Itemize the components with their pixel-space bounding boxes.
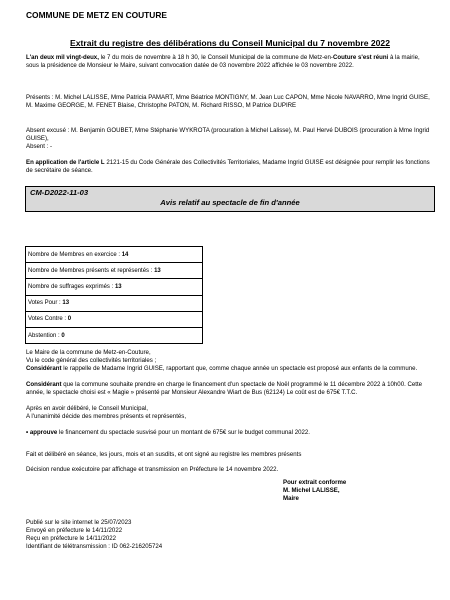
considering-2-bold: Considérant xyxy=(26,381,62,388)
table-row xyxy=(26,247,203,263)
absent-excused-paragraph: Absent excusé : M. Benjamin GOUBET, Mme Stéphanie WYKROTA (procuration à Michel Lalisse), M. Paul Hervé DUBOIS (procuration à Mme Ingrid GUISE), xyxy=(26,127,430,142)
done-in-session-line: Fait et délibéré en séance, les jours, mois et an susdits, et ont signé au registre les membres présents xyxy=(26,451,302,458)
signature-line: Pour extrait conforme xyxy=(283,479,347,486)
deliberation-code: CM-D2022-11-03 xyxy=(30,188,89,197)
count-value: 14 xyxy=(121,251,129,258)
table-cell xyxy=(26,311,203,327)
deliberation-header-box xyxy=(25,186,435,212)
count-label: Nombre de Membres présents et représentés : xyxy=(28,267,155,274)
considering-1-paragraph xyxy=(26,365,431,373)
secretary-bold: En application de l'article L xyxy=(26,159,105,166)
considering-2-text: que la commune souhaite prendre en charge le financement d'un spectacle de Noël programmé le 11 décembre 2022 à 10h00. Cette année, le spectacle choisi est « Magie » présenté par Monsieur Alexandre Wiart de Bus (62124) Le coût est de 675€ T.T.C. xyxy=(26,381,423,396)
table-cell xyxy=(26,295,203,311)
table-row xyxy=(26,263,203,279)
signature-name: M. Michel LALISSE, xyxy=(283,486,340,494)
table-row xyxy=(26,327,203,343)
legal-basis-line: Vu le code général des collectivités territoriales ; xyxy=(26,357,157,364)
count-label: Votes Pour : xyxy=(28,300,63,307)
intro-lead: L'an deux mil vingt-deux, xyxy=(26,54,99,61)
footer-line: Envoyé en préfecture le 14/11/2022 xyxy=(26,526,123,534)
intro-text-2: à la mairie, sous la présidence de Monsieur le Maire, suivant convocation datée de 03 novembre 2022 affichée le 03 novembre 2022. xyxy=(26,54,420,69)
intro-paragraph xyxy=(26,54,431,70)
signature-role: Maire xyxy=(283,494,299,502)
count-value: 0 xyxy=(67,316,72,323)
count-label: Nombre de suffrages exprimés : xyxy=(28,283,115,290)
table-cell xyxy=(26,263,203,279)
unanimity-line: A l'unanimité décide des membres présents et représentés, xyxy=(26,413,187,420)
document-title: Extrait du registre des délibérations du Conseil Municipal du 7 novembre 2022 xyxy=(70,38,390,48)
footer-line: Publié sur le site internet le 25/07/2023 xyxy=(26,519,132,526)
table-row xyxy=(26,311,203,327)
table-cell xyxy=(26,279,203,295)
approval-text: le financement du spectacle susvisé pour un montant de 675€ sur le budget communal 2022. xyxy=(57,429,310,436)
considering-1-text: le rappelle de Madame Ingrid GUISE, rapportant que, comme chaque année un spectacle est proposé aux enfants de la commune. xyxy=(61,365,418,372)
table-cell xyxy=(26,327,203,343)
considering-2-paragraph xyxy=(26,381,431,397)
table-cell xyxy=(26,247,203,263)
deliberation-subject: Avis relatif au spectacle de fin d'année xyxy=(160,198,300,207)
count-value: 13 xyxy=(114,283,122,290)
footer-line: Identifiant de télétransmission : ID 062-216205724 xyxy=(26,542,163,550)
count-label: Abstention : xyxy=(28,332,62,339)
executory-decision-line: Décision rendue exécutoire par affichage et transmission en Préfecture le 14 novembre 2022. xyxy=(26,466,279,473)
secretary-paragraph xyxy=(26,159,431,175)
intro-bold-2: Couture s'est réuni xyxy=(332,54,389,61)
transmission-footer xyxy=(26,519,162,551)
absent-paragraph: Absent : - xyxy=(26,143,53,150)
count-value: 13 xyxy=(154,267,161,274)
count-label: Nombre de Membres en exercice : xyxy=(28,251,122,258)
approval-paragraph xyxy=(26,429,431,437)
count-value: 13 xyxy=(62,300,70,307)
footer-line: Reçu en préfecture le 14/11/2022 xyxy=(26,534,117,542)
vote-counts-table xyxy=(25,246,203,344)
signature-block xyxy=(283,479,346,503)
commune-name: COMMUNE DE METZ EN COUTURE xyxy=(26,10,167,20)
count-value: 0 xyxy=(61,332,65,339)
considering-1-bold: Considérant xyxy=(26,365,62,372)
table-row xyxy=(26,295,203,311)
table-row xyxy=(26,279,203,295)
secretary-text: 2121-15 du Code Générale des Collectivités Territoriales, Madame Ingrid GUISE est désignée pour remplir les fonctions de secrétaire de séance. xyxy=(26,159,430,174)
presents-paragraph: Présents : M. Michel LALISSE, Mme Patricia PAMART, Mme Béatrice MONTIGNY, M. Jean Luc CAPON, Mme Nicole NAVARRO, Mme Ingrid GUISE, M. Maxime GEORGE, M. FENET Blaise, Christophe PATON, M. Richard RISSO, M Patrice DUPIRE xyxy=(26,94,430,109)
mayor-line: Le Maire de la commune de Metz-en-Couture, xyxy=(26,349,151,356)
approval-bold: • approuve xyxy=(26,429,58,436)
count-label: Votes Contre : xyxy=(28,316,68,323)
after-deliberation-line: Après en avoir délibéré, le Conseil Municipal, xyxy=(26,405,148,412)
intro-text-1: le 7 du mois de novembre à 18 h 30, le Conseil Municipal de la commune de Metz-en- xyxy=(98,54,333,61)
